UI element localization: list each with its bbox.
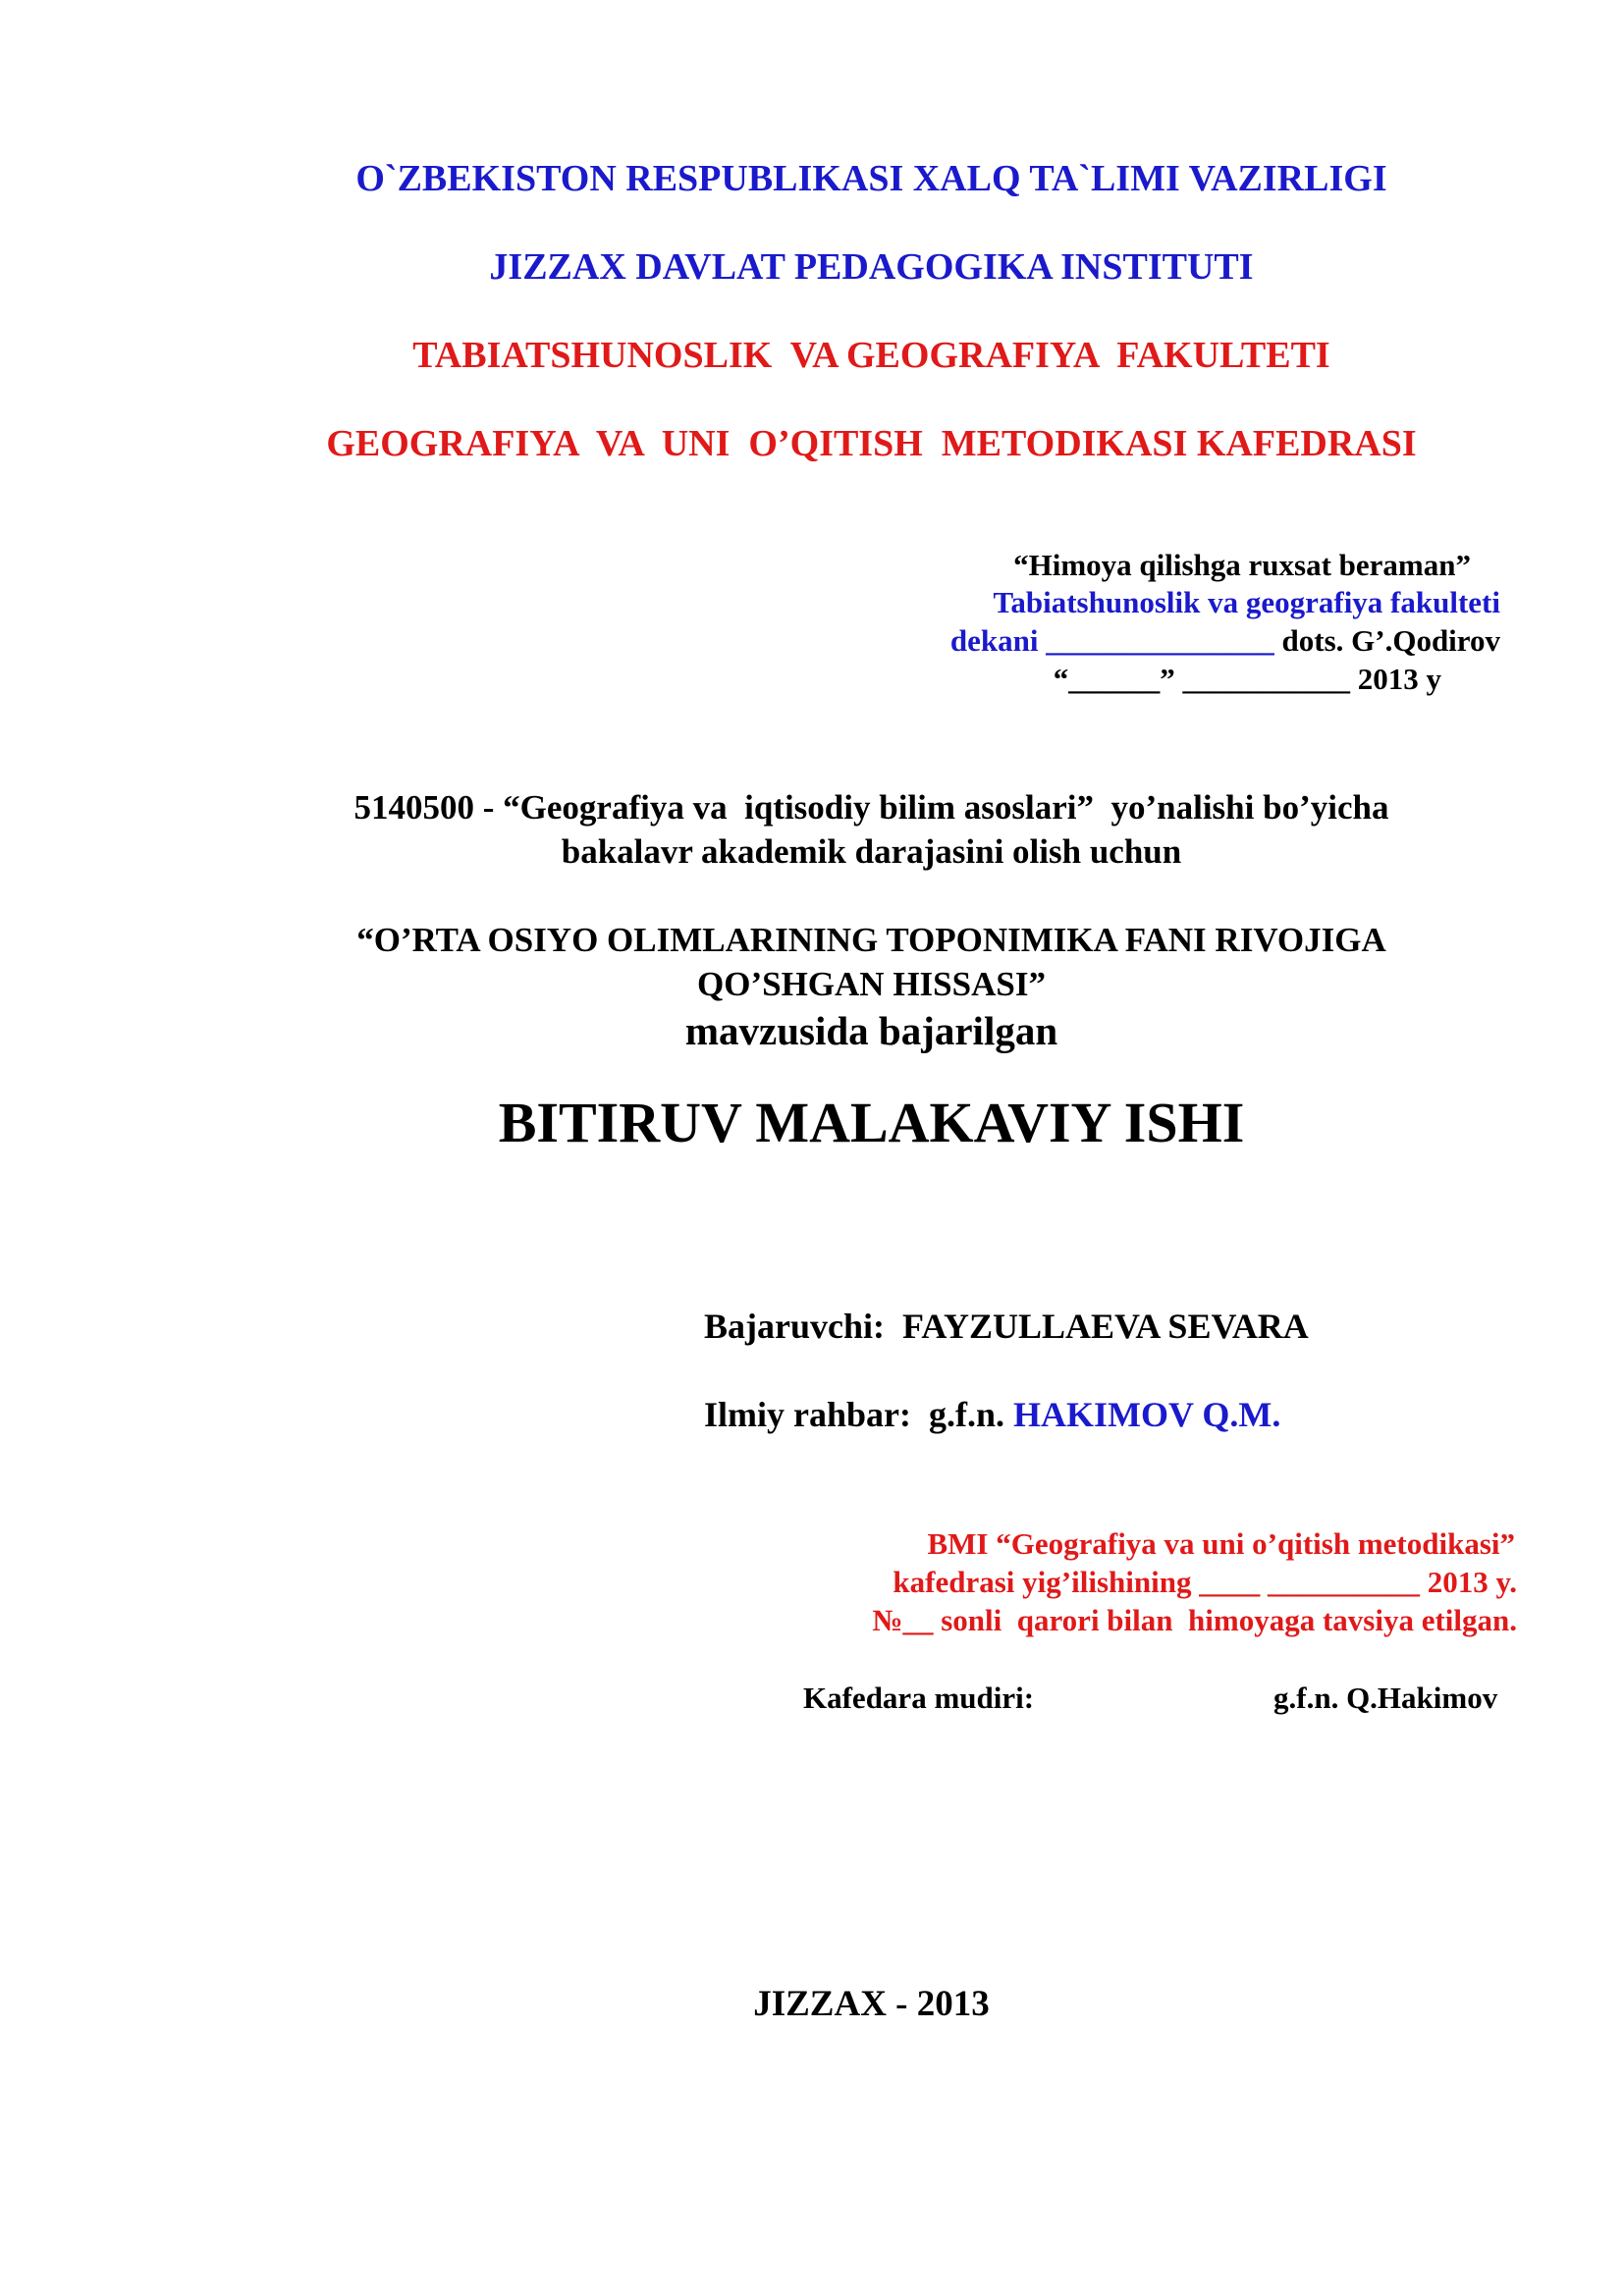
approval-date-line: “______” ___________ 2013 y: [1053, 662, 1441, 696]
head-of-department-label: Kafedara mudiri:: [803, 1681, 1035, 1715]
signature-blank: _______________: [1046, 623, 1274, 658]
approval-block: [0, 550, 1500, 707]
recommendation-line3: №__ sonli qarori bilan himoyaga tavsiya etilgan.: [872, 1603, 1517, 1637]
topic-title-line1: “O’RTA OSIYO OLIMLARINING TOPONIMIKA FANI RIVOJIGA: [356, 921, 1386, 959]
ministry-heading: O`ZBEKISTON RESPUBLIKASI XALQ TA`LIMI VAZIRLIGI: [355, 158, 1387, 199]
work-title: BITIRUV MALAKAVIY ISHI: [498, 1091, 1245, 1154]
recommendation-line1: BMI “Geografiya va uni o’qitish metodikasi”: [927, 1526, 1515, 1561]
place-year-footer: JIZZAX - 2013: [753, 1984, 990, 2024]
dean-name: dots. G’.Qodirov: [1273, 623, 1500, 658]
performer-name: FAYZULLAEVA SEVARA: [902, 1307, 1309, 1346]
performer-label: Bajaruvchi:: [704, 1307, 885, 1346]
supervisor-name: HAKIMOV Q.M.: [1013, 1395, 1281, 1434]
approval-faculty-line: Tabiatshunoslik va geografiya fakulteti: [993, 585, 1500, 619]
institute-heading: JIZZAX DAVLAT PEDAGOGIKA INSTITUTI: [489, 246, 1254, 288]
supervisor-degree: g.f.n.: [929, 1395, 1005, 1434]
approval-dean-line: [950, 625, 1500, 656]
faculty-heading: TABIATSHUNOSLIK VA GEOGRAFIYA FAKULTETI: [412, 335, 1330, 376]
department-heading: GEOGRAFIYA VA UNI O’QITISH METODIKASI KAFEDRASI: [326, 423, 1417, 464]
supervisor-label: Ilmiy rahbar:: [704, 1395, 911, 1434]
degree-line: bakalavr akademik darajasini olish uchun: [561, 832, 1182, 871]
topic-suffix: mavzusida bajarilgan: [684, 1008, 1058, 1053]
dean-label: dekani: [949, 623, 1047, 658]
approval-permission-line: “Himoya qilishga ruxsat beraman”: [1013, 548, 1471, 582]
recommendation-line2: kafedrasi yig’ilishining ____ __________ 2013 y.: [893, 1565, 1517, 1599]
head-of-department-name: g.f.n. Q.Hakimov: [1273, 1681, 1498, 1715]
recommendation-block: [0, 1528, 1517, 1646]
supervisor-line: [704, 1397, 1280, 1432]
topic-title-line2: QO’SHGAN HISSASI”: [697, 965, 1046, 1003]
performer-line: [704, 1308, 1309, 1344]
specialty-line: 5140500 - “Geografiya va iqtisodiy bilim asoslari” yo’nalishi bo’yicha: [353, 788, 1389, 827]
